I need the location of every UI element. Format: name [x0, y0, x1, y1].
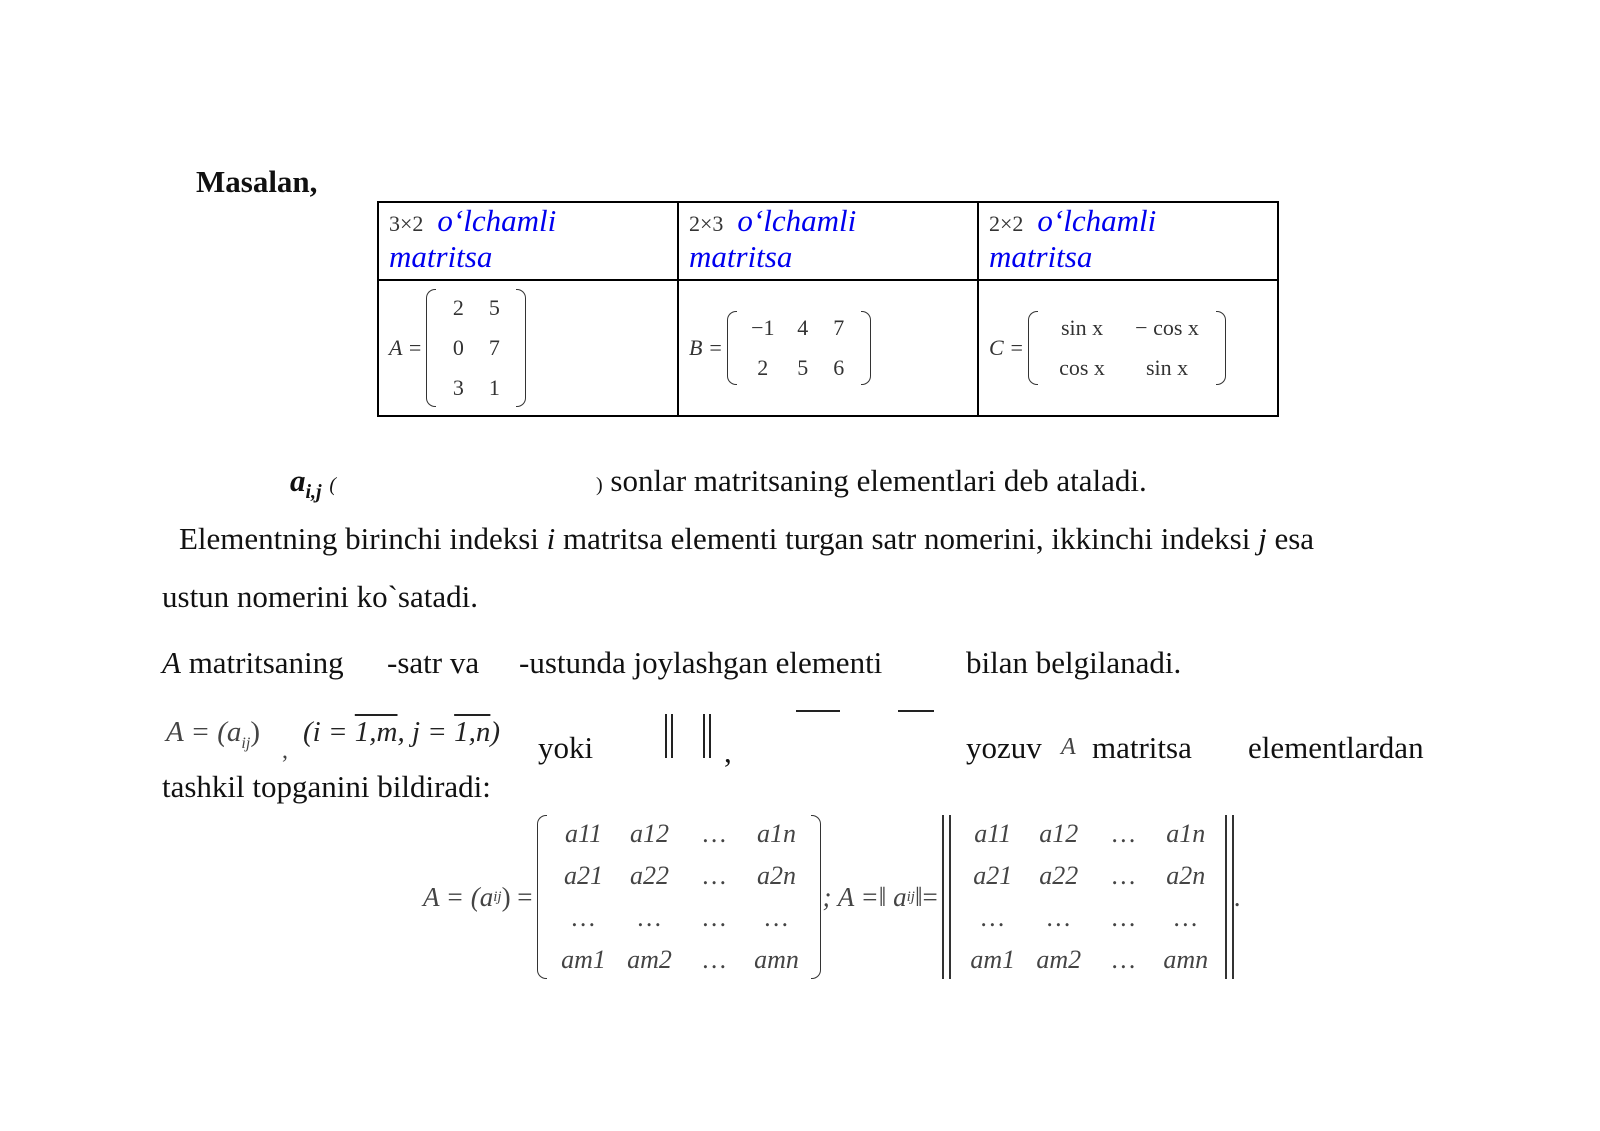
open-paren: ( — [329, 474, 337, 496]
element-notation-line — [162, 645, 344, 681]
matrix-cell-b — [678, 280, 978, 416]
matrix-b-cell: 5 — [797, 355, 809, 380]
general-matrix-parens — [537, 815, 821, 979]
general-matrix-cell: a1n — [1166, 819, 1206, 848]
general-matrix-cell: am1 — [561, 945, 606, 974]
general-matrix-cell: … — [702, 861, 727, 890]
text-segment: -satr va — [387, 645, 480, 680]
general-matrix-cell: … — [1174, 903, 1198, 932]
overline-mark — [796, 710, 840, 712]
header-cell-1 — [378, 202, 678, 280]
general-matrix-cell: … — [637, 903, 662, 932]
matrix-c-cell: sin x — [1060, 315, 1104, 340]
general-matrix-grid — [551, 819, 807, 975]
matrix-a-cell: 7 — [488, 335, 500, 360]
matrix-c-cell: − cos x — [1135, 315, 1199, 340]
formula-part: A = (a — [166, 716, 242, 748]
header-text-2: o‘lchamli matritsa — [689, 203, 857, 274]
general-matrix-cell: … — [981, 903, 1005, 932]
general-matrix-cell: am2 — [627, 945, 672, 974]
equation-part: ; A =‖ a — [822, 881, 907, 912]
general-matrix-cell: a1n — [757, 819, 797, 848]
index-range-formula — [303, 716, 500, 749]
index-j: j — [1258, 521, 1267, 556]
norm-bar — [709, 714, 711, 758]
header-dim-3: 2×2 — [989, 211, 1024, 236]
yozuv-word: yozuv — [966, 730, 1042, 765]
close-paren: ) — [596, 474, 603, 496]
overline-mark — [898, 710, 934, 712]
elements-definition-text: sonlar matritsaning elementlari deb ataladi. — [610, 463, 1147, 498]
matrix-a-name: A = — [389, 335, 423, 360]
matrix-cell-c — [978, 280, 1278, 416]
text-segment: Elementning birinchi indeksi — [179, 521, 539, 556]
matrix-b-cell: 7 — [833, 315, 845, 340]
general-matrix-cell: a11 — [564, 819, 603, 848]
index-i: i — [546, 521, 556, 556]
table-header-row — [378, 202, 1278, 280]
formula-subscript: ij — [241, 734, 251, 752]
equation-subscript: ij — [493, 888, 502, 905]
general-matrix-cell: … — [571, 903, 596, 932]
tashkil-line: tashkil topganini bildiradi: — [162, 769, 491, 804]
formula-part: ) — [490, 716, 501, 748]
element-symbol: a — [290, 463, 306, 498]
general-matrix-cell: a12 — [630, 819, 670, 848]
general-matrix-cell: a11 — [974, 819, 1012, 848]
matrix-name-a-small: A — [1061, 734, 1076, 760]
general-matrix-cell: … — [702, 945, 727, 974]
norm-bar — [703, 714, 705, 758]
general-matrix-cell: … — [702, 903, 727, 932]
general-matrix-cell: a22 — [630, 861, 670, 890]
general-matrix-cell: amn — [754, 945, 799, 974]
matrix-b-name: B = — [689, 335, 723, 360]
formula-comma: , — [282, 738, 288, 764]
table-body-row — [378, 280, 1278, 416]
general-matrix-cell: … — [1112, 861, 1136, 890]
text-segment: matritsaning — [188, 645, 344, 680]
matrix-a-cell: 5 — [488, 295, 500, 320]
matrix-c-parens — [1028, 311, 1226, 385]
general-matrix-norm-bars — [942, 815, 1234, 979]
matrix-a-parens — [426, 289, 526, 407]
text-segment: esa — [1274, 521, 1315, 556]
general-matrix-cell: … — [1112, 819, 1136, 848]
header-text-1: o‘lchamli matritsa — [389, 203, 557, 274]
text-segment: -ustunda joylashgan elementi — [519, 645, 883, 680]
general-matrix-cell: am2 — [1036, 945, 1082, 974]
text-segment: matritsa elementi turgan satr nomerini, ikkinchi indeksi — [563, 521, 1251, 556]
header-dim-2: 2×3 — [689, 211, 724, 236]
general-matrix-cell: a12 — [1039, 819, 1079, 848]
matrix-examples-table — [377, 201, 1279, 417]
general-matrix-cell: am1 — [970, 945, 1016, 974]
matrix-c-cell: cos x — [1059, 355, 1105, 380]
general-matrix-cell: a22 — [1039, 861, 1079, 890]
matrix-a-cell: 1 — [488, 375, 500, 400]
range-1-m: 1,m — [354, 716, 398, 748]
matrix-b-cell: −1 — [751, 315, 775, 340]
general-matrix-cell: … — [702, 819, 727, 848]
index-explanation-line — [179, 521, 1314, 557]
matrix-b-cell: 4 — [797, 315, 809, 340]
matrix-cell-a — [378, 280, 678, 416]
matrix-b-cell: 2 — [757, 355, 769, 380]
general-matrix-cell: … — [1112, 903, 1136, 932]
matrix-a-cell: 0 — [452, 335, 464, 360]
matrix-c-cell: sin x — [1145, 355, 1189, 380]
formula-part: , j = — [397, 716, 455, 748]
norm-matrix-grid — [960, 819, 1216, 975]
yoki-word: yoki — [538, 730, 594, 765]
general-matrix-cell: … — [764, 903, 789, 932]
general-matrix-cell: a21 — [564, 861, 604, 890]
elementlardan-word: elementlardan — [1248, 730, 1424, 765]
matrix-c-name: C = — [989, 335, 1025, 360]
matrix-a-cell: 2 — [452, 295, 464, 320]
general-matrix-cell: a2n — [1166, 861, 1206, 890]
elements-definition-line — [290, 463, 336, 504]
general-matrix-cell: … — [1112, 945, 1136, 974]
column-number-line: ustun nomerini ko`satadi. — [162, 579, 478, 614]
equation-end: . — [1233, 881, 1241, 912]
general-matrix-cell: a2n — [757, 861, 797, 890]
equation-subscript: ij — [906, 888, 915, 905]
norm-bar — [665, 714, 667, 758]
matritsa-word: matritsa — [1092, 730, 1192, 765]
header-dim-1: 3×2 — [389, 211, 424, 236]
matrix-def-formula — [166, 716, 260, 753]
comma-mark: , — [724, 734, 732, 769]
equation-lhs: A = (a — [423, 881, 494, 912]
norm-bar — [671, 714, 673, 758]
header-cell-2 — [678, 202, 978, 280]
formula-part: (i = — [303, 716, 355, 748]
matrix-b-parens — [727, 311, 871, 385]
general-matrix-cell: a21 — [973, 861, 1013, 890]
range-1-n: 1,n — [454, 716, 491, 748]
matrix-b-cell: 6 — [833, 355, 845, 380]
header-text-3: o‘lchamli matritsa — [989, 203, 1157, 274]
matrix-name-a: A — [162, 645, 181, 680]
general-matrix-equation — [423, 815, 1241, 979]
heading-masalan: Masalan, — [196, 164, 318, 199]
element-subscript: i,j — [305, 481, 322, 504]
text-segment: bilan belgilanadi. — [966, 645, 1182, 680]
header-cell-3 — [978, 202, 1278, 280]
equation-part: ‖= — [914, 881, 938, 912]
equation-part: ) = — [501, 881, 533, 912]
general-matrix-cell: amn — [1163, 945, 1209, 974]
general-matrix-cell: … — [1047, 903, 1071, 932]
matrix-a-cell: 3 — [452, 375, 464, 400]
elements-definition-tail — [596, 463, 1147, 499]
formula-part: ) — [250, 716, 260, 748]
